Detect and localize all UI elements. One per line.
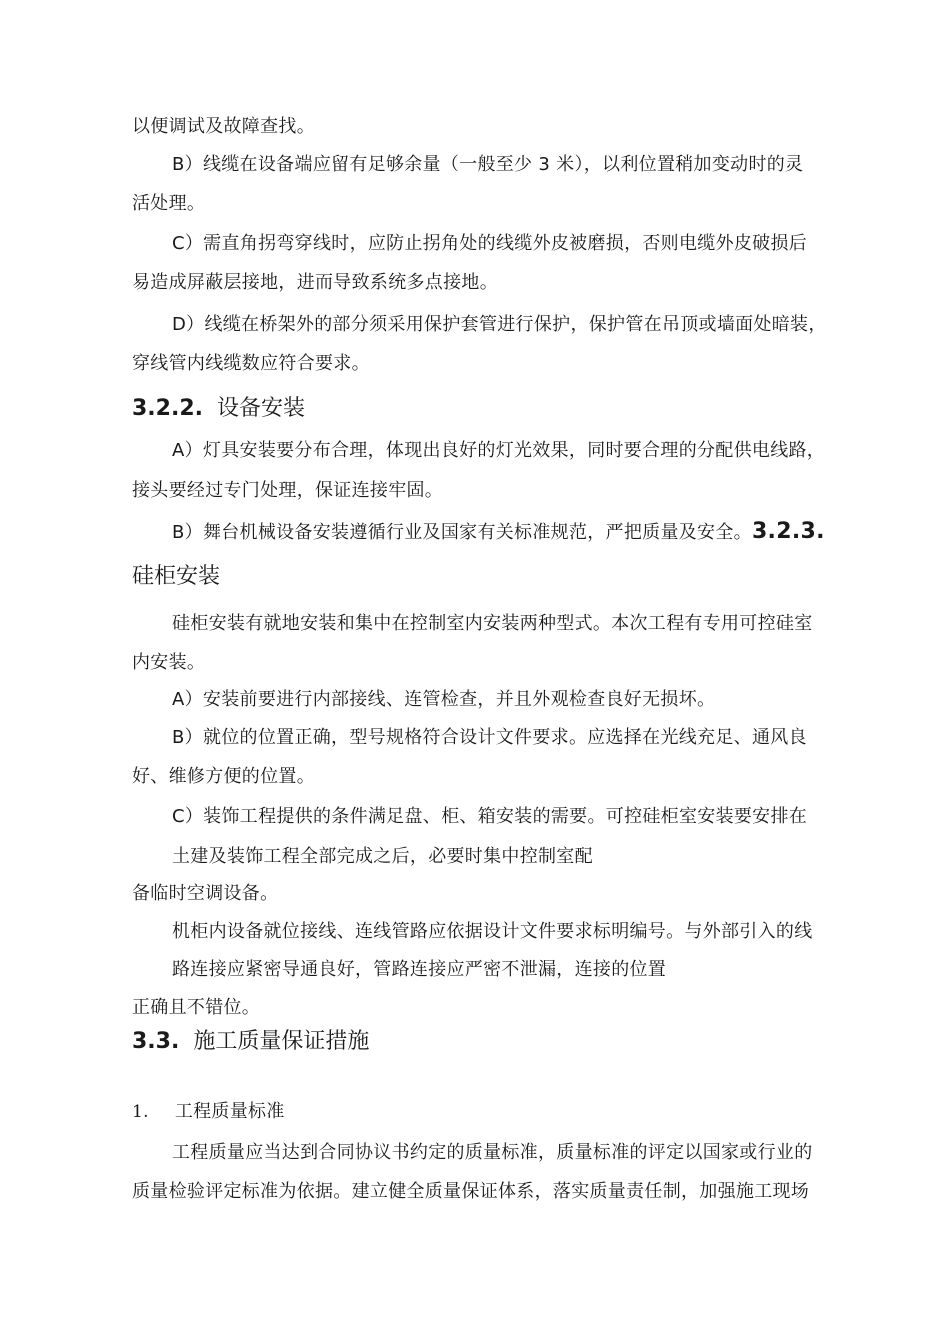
paragraph-line: 活处理。: [132, 193, 206, 214]
paragraph-line: 正确且不错位。: [132, 997, 261, 1018]
paragraph-line: D）线缆在桥架外的部分须采用保护套管进行保护，保护管在吊顶或墙面处暗装，: [172, 314, 827, 335]
list-item-title: 工程质量标准: [174, 1101, 285, 1122]
paragraph-line: 工程质量应当达到合同协议书约定的质量标准，质量标准的评定以国家或行业的: [172, 1142, 813, 1163]
paragraph-line: A）安装前要进行内部接线、连管检查，并且外观检查良好无损坏。: [172, 689, 716, 710]
paragraph-line: 质量检验评定标准为依据。建立健全质量保证体系，落实质量责任制，加强施工现场: [132, 1181, 810, 1202]
paragraph-line: C）装饰工程提供的条件满足盘、柜、箱安装的需要。可控硅柜室安装要安排在: [172, 806, 808, 827]
section-separator: .: [170, 1029, 180, 1054]
section-title: 施工质量保证措施: [193, 1029, 370, 1054]
section-heading-3-2-2: [132, 395, 305, 423]
paragraph-line: A）灯具安装要分布合理，体现出良好的灯光效果，同时要合理的分配供电线路，: [172, 440, 826, 461]
paragraph-line: 以便调试及故障查找。: [132, 116, 315, 137]
section-number: 3.3: [132, 1029, 171, 1054]
paragraph-text: B）舞台机械设备安装遵循行业及国家有关标准规范，严把质量及安全。: [172, 522, 752, 543]
section-heading-3-3: [132, 1028, 369, 1056]
section-separator: .: [816, 519, 825, 544]
paragraph-line: 好、维修方便的位置。: [132, 766, 315, 787]
paragraph-line: B）就位的位置正确，型号规格符合设计文件要求。应选择在光线充足、通风良: [172, 727, 807, 748]
section-number: 3.2.3: [751, 519, 817, 544]
paragraph-line: 硅柜安装有就地安装和集中在控制室内安装两种型式。本次工程有专用可控硅室: [172, 613, 813, 634]
paragraph-line: 土建及装饰工程全部完成之后，必要时集中控制室配: [172, 846, 593, 867]
paragraph-line: C）需直角拐弯穿线时，应防止拐角处的线缆外皮被磨损，否则电缆外皮破损后: [172, 233, 808, 254]
paragraph-line: 机柜内设备就位接线、连线管路应依据设计文件要求标明编号。与外部引入的线: [172, 921, 813, 942]
paragraph-line: 接头要经过专门处理，保证连接牢固。: [132, 480, 444, 501]
section-number: 3.2.2: [132, 396, 195, 421]
list-item: [132, 1100, 285, 1124]
paragraph-line: 内安装。: [132, 652, 206, 673]
section-title: 设备安装: [217, 396, 306, 421]
paragraph-line: 路连接应紧密导通良好，管路连接应严密不泄漏，连接的位置: [172, 959, 667, 980]
paragraph-line: 易造成屏蔽层接地，进而导致系统多点接地。: [132, 272, 498, 293]
paragraph-line-with-heading: [172, 520, 825, 545]
paragraph-line: 穿线管内线缆数应符合要求。: [132, 353, 370, 374]
section-separator: .: [194, 396, 203, 421]
paragraph-line: 备临时空调设备。: [132, 883, 279, 904]
list-item-number: 1.: [132, 1102, 149, 1122]
section-heading-3-2-3: 硅柜安装: [132, 564, 221, 589]
paragraph-line: B）线缆在设备端应留有足够余量（一般至少 3 米），以利位置稍加变动时的灵: [172, 154, 804, 175]
